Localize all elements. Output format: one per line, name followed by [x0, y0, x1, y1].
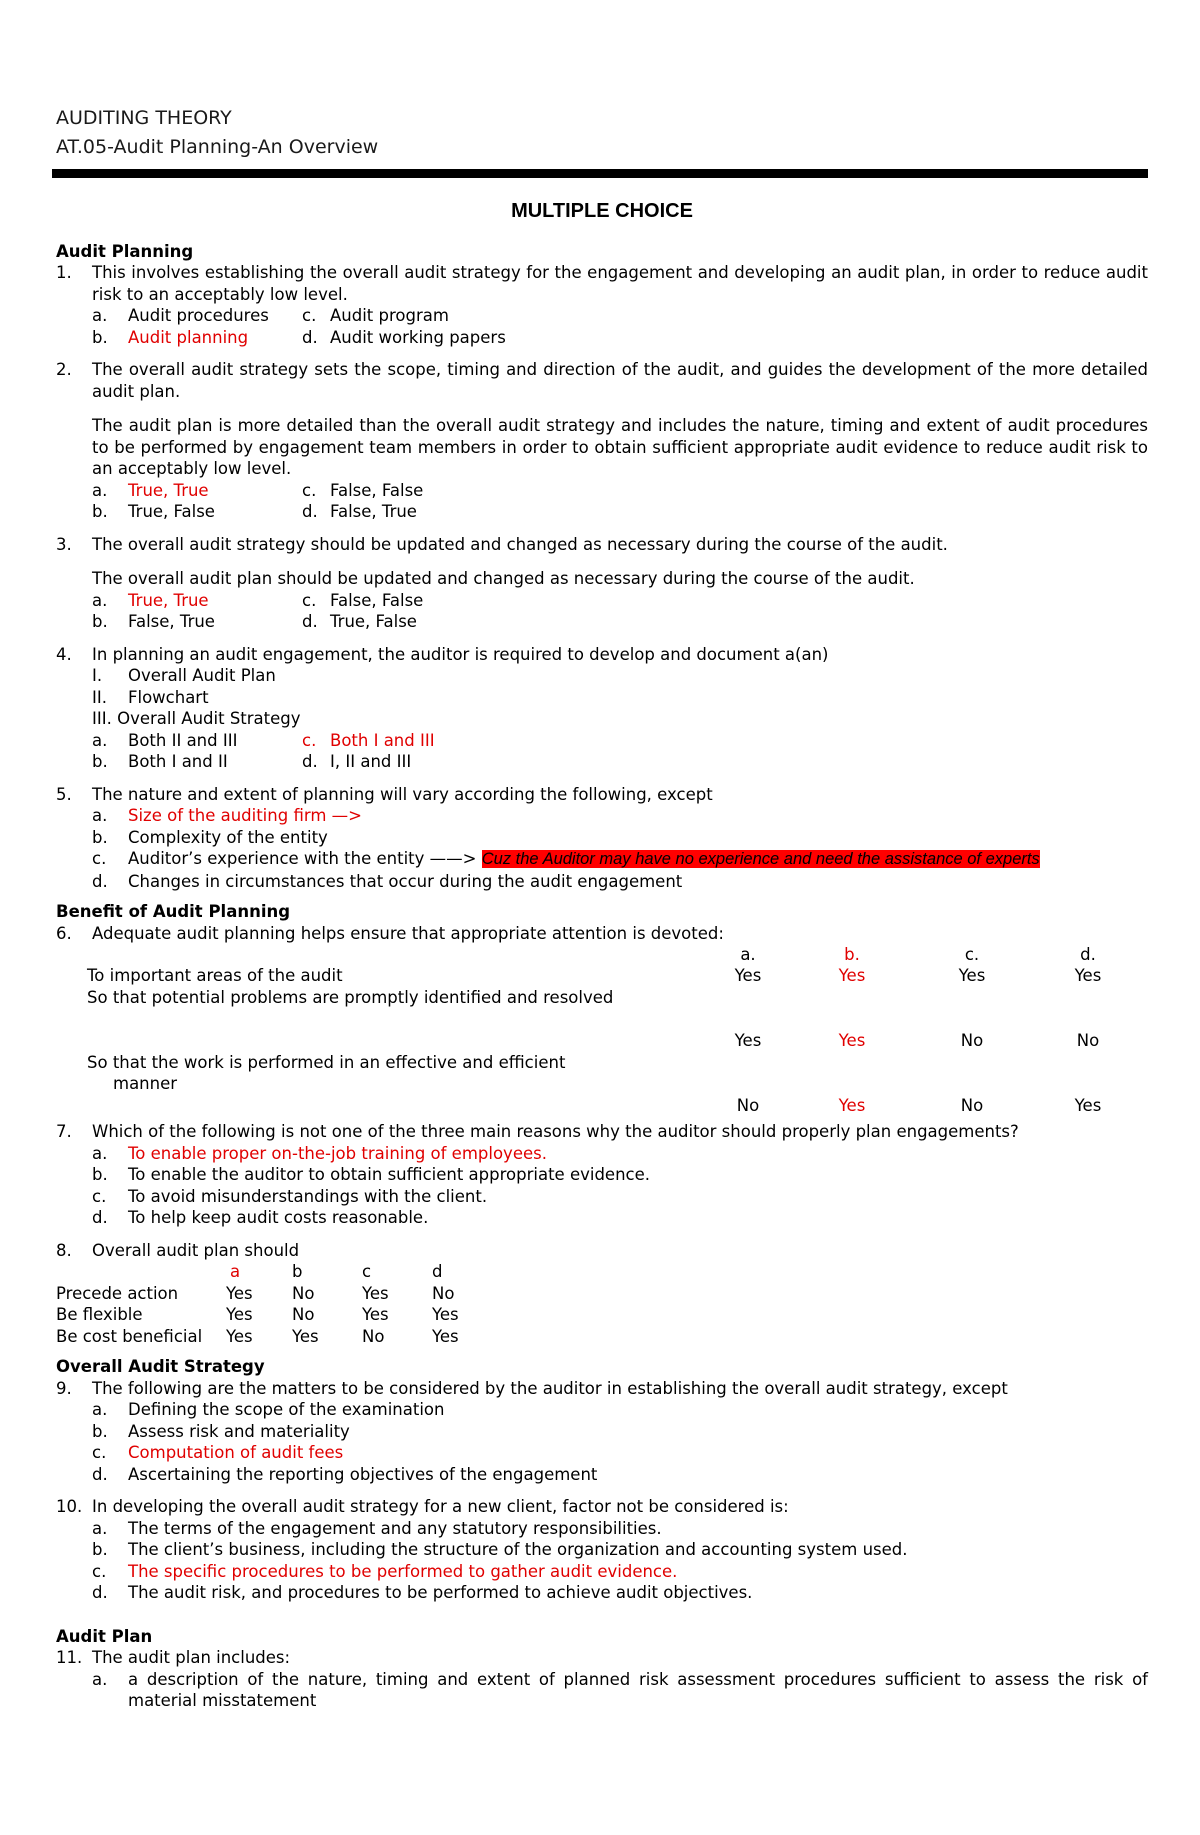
table-cell: Yes	[362, 1283, 389, 1303]
option-text: False, True	[128, 612, 215, 631]
table-cell: Yes	[292, 1326, 319, 1346]
row-label: So that the work is performed in an effective and efficient	[87, 1053, 566, 1072]
option-text: True, False	[330, 612, 417, 631]
option-a-answer	[92, 480, 302, 502]
question-number: 7.	[56, 1122, 72, 1141]
question-5	[56, 784, 1148, 893]
roman-text: Overall Audit Strategy	[117, 709, 301, 728]
option-letter: d.	[302, 502, 318, 521]
table-cell: No	[432, 1283, 455, 1303]
section-heading-audit-planning: Audit Planning	[56, 241, 194, 261]
option-letter: d.	[302, 327, 318, 347]
question-number: 1.	[56, 263, 72, 282]
table-cell: No	[292, 1283, 315, 1303]
question-text: The following are the matters to be considered by the auditor in establishing the overall audit strategy, except	[92, 1378, 1008, 1398]
option-letter: c.	[302, 306, 317, 325]
roman-item-1	[92, 665, 1148, 687]
question-statement-2: The overall audit plan should be updated and changed as necessary during the course of the audit.	[92, 569, 915, 588]
table-cell: Yes	[226, 1326, 253, 1346]
roman-item-2	[92, 687, 1148, 709]
table-cell: No	[960, 1096, 984, 1115]
option-text: Audit program	[330, 306, 449, 325]
document-page	[56, 104, 1148, 1712]
answer-table	[56, 1261, 1148, 1347]
option-text: Audit procedures	[128, 306, 269, 325]
option-letter: a.	[92, 480, 108, 500]
question-text: The audit plan includes:	[92, 1648, 291, 1667]
option-text: True, True	[128, 590, 209, 610]
option-b	[92, 1164, 1148, 1186]
option-letter: c.	[92, 1186, 107, 1206]
table-cell: No	[960, 1031, 984, 1050]
option-a	[92, 1669, 1148, 1712]
question-8	[56, 1240, 1148, 1262]
option-text: To enable proper on-the-job training of employees.	[128, 1143, 547, 1163]
option-letter: b.	[92, 502, 108, 521]
roman-numeral: III.	[92, 709, 112, 728]
option-text: To enable the auditor to obtain sufficient appropriate evidence.	[128, 1165, 651, 1184]
table-cell: Yes	[838, 966, 866, 985]
course-title: AUDITING THEORY	[56, 107, 232, 129]
section-heading-overall-strategy: Overall Audit Strategy	[56, 1357, 265, 1376]
question-statement-1: The overall audit strategy should be updated and changed as necessary during the course of the audit.	[92, 534, 948, 554]
table-cell: Yes	[734, 1031, 762, 1050]
option-letter: a.	[92, 1669, 108, 1689]
question-2	[56, 359, 1148, 523]
col-header-b: b	[292, 1262, 303, 1281]
option-text: Ascertaining the reporting objectives of the engagement	[128, 1464, 598, 1484]
option-a	[92, 1518, 1148, 1540]
handwritten-note-highlight: Cuz the Auditor may have no experience and need the assistance of experts	[481, 850, 1040, 868]
table-cell: Yes	[226, 1283, 253, 1303]
option-letter: c.	[92, 1561, 107, 1581]
option-b-answer	[92, 327, 302, 349]
question-10	[56, 1496, 1148, 1604]
option-text: Defining the scope of the examination	[128, 1400, 445, 1419]
table-cell: No	[736, 1096, 760, 1115]
option-a	[92, 305, 302, 327]
option-b	[92, 1539, 1148, 1561]
question-number: 8.	[56, 1240, 72, 1260]
option-letter: c.	[92, 849, 107, 868]
option-letter: a.	[92, 590, 108, 610]
option-d	[92, 1582, 1148, 1604]
option-text: Audit planning	[128, 327, 249, 347]
question-text: Which of the following is not one of the three main reasons why the auditor should properly plan engagements?	[92, 1122, 1019, 1141]
option-c	[302, 480, 1148, 502]
option-d	[302, 751, 1148, 773]
col-header-d: d.	[1080, 945, 1096, 964]
roman-text: Overall Audit Plan	[128, 666, 276, 685]
col-header-b-answer: b.	[844, 945, 860, 964]
option-b	[92, 501, 302, 523]
option-c	[302, 305, 1148, 327]
option-text: False, True	[330, 502, 417, 521]
table-cell: Yes	[838, 1031, 866, 1050]
option-b	[92, 611, 302, 633]
option-text: Changes in circumstances that occur during the audit engagement	[128, 871, 683, 891]
option-c-answer	[92, 1561, 1148, 1583]
row-label: Be cost beneficial	[56, 1326, 203, 1346]
option-letter: a.	[92, 1143, 108, 1163]
module-title: AT.05-Audit Planning-An Overview	[56, 136, 379, 158]
option-b	[92, 827, 1148, 849]
question-number: 3.	[56, 534, 72, 554]
option-text: Both I and III	[330, 730, 435, 750]
question-number: 10.	[56, 1497, 83, 1516]
col-header-c: c	[362, 1262, 372, 1281]
option-b	[92, 1421, 1148, 1443]
question-statement-2: The audit plan is more detailed than the overall audit strategy and includes the nature, timing and extent of audit procedures to be performed by engagement team members in order to obtain sufficient appropriate audit evidence to reduce audit risk to an acceptably low level.	[92, 416, 1148, 478]
option-d	[92, 871, 1148, 893]
option-text: Computation of audit fees	[128, 1443, 344, 1462]
option-letter: c.	[302, 590, 317, 610]
option-c	[92, 1186, 1148, 1208]
option-letter: a.	[92, 1400, 108, 1419]
option-letter: d.	[92, 871, 108, 891]
option-letter: a.	[92, 806, 108, 825]
table-cell: Yes	[226, 1305, 253, 1324]
table-cell: No	[362, 1326, 385, 1346]
option-letter: c.	[302, 730, 317, 750]
option-letter: d.	[92, 1464, 108, 1484]
option-c	[302, 590, 1148, 612]
option-letter: c.	[92, 1443, 107, 1462]
roman-numeral: II.	[92, 687, 107, 707]
option-text: Size of the auditing firm —>	[128, 806, 362, 825]
option-c-answer	[302, 730, 1148, 752]
option-d	[92, 1207, 1148, 1229]
row-label: Be flexible	[56, 1305, 143, 1324]
option-text: The audit risk, and procedures to be performed to achieve audit objectives.	[128, 1583, 753, 1602]
option-letter: b.	[92, 827, 108, 847]
question-3	[56, 534, 1148, 633]
row-label: So that potential problems are promptly identified and resolved	[87, 988, 614, 1007]
option-text: The specific procedures to be performed to gather audit evidence.	[128, 1561, 678, 1581]
col-header-a-answer: a	[230, 1262, 241, 1281]
option-text: Audit working papers	[330, 327, 506, 347]
section-heading-benefit: Benefit of Audit Planning	[56, 902, 291, 921]
option-d	[302, 611, 1148, 633]
option-letter: b.	[92, 1540, 108, 1559]
option-b	[92, 751, 302, 773]
option-letter: d.	[92, 1208, 108, 1227]
question-number: 5.	[56, 784, 72, 804]
question-number: 2.	[56, 360, 72, 379]
option-letter: d.	[302, 752, 318, 771]
table-cell: No	[292, 1305, 315, 1324]
option-letter: d.	[302, 612, 318, 631]
option-letter: b.	[92, 327, 108, 347]
question-6	[56, 923, 1148, 1115]
header-divider	[52, 169, 1148, 178]
question-text: Overall audit plan should	[92, 1240, 300, 1260]
option-a	[92, 730, 302, 752]
option-c-answer	[92, 1442, 1148, 1464]
page-title: MULTIPLE CHOICE	[511, 200, 693, 222]
question-4	[56, 644, 1148, 773]
option-letter: b.	[92, 1421, 108, 1441]
option-letter: c.	[302, 480, 317, 500]
option-letter: a.	[92, 730, 108, 750]
option-letter: d.	[92, 1583, 108, 1602]
row-label: To important areas of the audit	[87, 966, 343, 985]
option-text: The client’s business, including the structure of the organization and accounting system used.	[128, 1540, 908, 1559]
option-letter: b.	[92, 1165, 108, 1184]
table-cell: Yes	[432, 1305, 459, 1324]
col-header-d: d	[432, 1262, 443, 1281]
option-d	[92, 1464, 1148, 1486]
section-heading-audit-plan: Audit Plan	[56, 1626, 153, 1646]
option-text: The terms of the engagement and any statutory responsibilities.	[128, 1518, 662, 1538]
option-text: Assess risk and materiality	[128, 1421, 350, 1441]
option-text: To avoid misunderstandings with the client.	[128, 1186, 488, 1206]
question-text: Adequate audit planning helps ensure that appropriate attention is devoted:	[92, 923, 724, 943]
option-letter: a.	[92, 1518, 108, 1538]
table-cell: Yes	[734, 966, 762, 985]
option-letter: b.	[92, 752, 108, 771]
option-text: Auditor’s experience with the entity ——>	[128, 849, 477, 868]
option-text: True, True	[128, 480, 209, 500]
question-text: In developing the overall audit strategy for a new client, factor not be considered is:	[92, 1497, 789, 1516]
option-text: Both I and II	[128, 752, 228, 771]
question-11	[56, 1647, 1148, 1712]
col-header-a: a.	[740, 945, 756, 964]
col-header-c: c.	[964, 945, 980, 964]
option-text: Complexity of the entity	[128, 827, 328, 847]
question-text: In planning an audit engagement, the auditor is required to develop and document a(an)	[92, 644, 829, 664]
row-label-continued: manner	[113, 1074, 178, 1093]
option-text: a description of the nature, timing and extent of planned risk assessment procedures sufficient to assess the risk of material misstatement	[128, 1669, 1148, 1710]
option-text: Both II and III	[128, 730, 238, 750]
table-cell: Yes	[1074, 1096, 1102, 1115]
table-cell: Yes	[362, 1305, 389, 1324]
question-number: 11.	[56, 1648, 83, 1667]
question-number: 6.	[56, 923, 72, 943]
option-text: To help keep audit costs reasonable.	[128, 1208, 429, 1227]
question-number: 4.	[56, 644, 72, 664]
question-7	[56, 1121, 1148, 1229]
question-statement-1: The overall audit strategy sets the scope, timing and direction of the audit, and guides the development of the more detailed audit plan.	[92, 360, 1148, 401]
answer-table	[87, 944, 1148, 1115]
question-number: 9.	[56, 1378, 72, 1398]
question-text: This involves establishing the overall audit strategy for the engagement and developing an audit plan, in order to reduce audit risk to an acceptably low level.	[92, 263, 1148, 304]
option-letter: b.	[92, 612, 108, 631]
roman-text: Flowchart	[128, 687, 209, 707]
table-cell: Yes	[838, 1096, 866, 1115]
option-a-answer	[92, 805, 1148, 827]
table-cell: Yes	[1074, 966, 1102, 985]
table-cell: Yes	[432, 1326, 459, 1346]
option-d	[302, 327, 1148, 349]
option-a-answer	[92, 590, 302, 612]
row-label: Precede action	[56, 1283, 179, 1303]
question-9	[56, 1378, 1148, 1486]
option-text: False, False	[330, 590, 424, 610]
option-a	[92, 1399, 1148, 1421]
option-d	[302, 501, 1148, 523]
question-1	[56, 262, 1148, 348]
option-text: False, False	[330, 480, 424, 500]
table-cell: Yes	[958, 966, 986, 985]
roman-item-3	[92, 708, 1148, 730]
option-text: I, II and III	[330, 752, 412, 771]
option-text: True, False	[128, 502, 215, 521]
option-letter: a.	[92, 306, 108, 325]
option-a-answer	[92, 1143, 1148, 1165]
option-c	[92, 848, 1148, 871]
question-text: The nature and extent of planning will vary according the following, except	[92, 784, 713, 804]
table-cell: No	[1076, 1031, 1100, 1050]
roman-numeral: I.	[92, 666, 103, 685]
table-corner	[56, 1261, 210, 1283]
